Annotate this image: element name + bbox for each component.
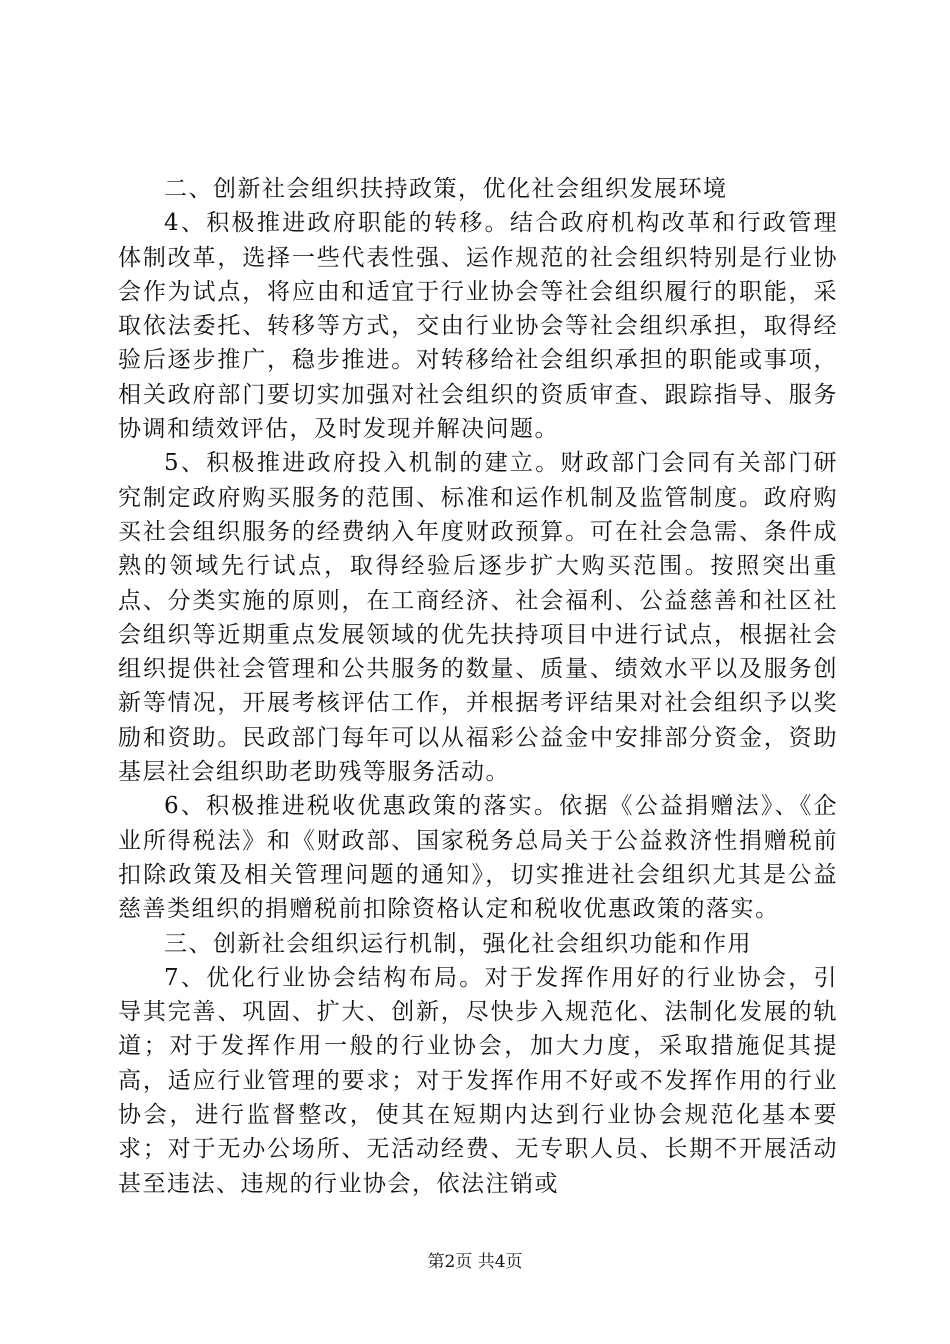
paragraph-item-4: 4、积极推进政府职能的转移。结合政府机构改革和行政管理体制改革，选择一些代表性强、运作规范的社会组织特别是行业协会作为试点，将应由和适宜于行业协会等社会组织履行的职能，采取依法委托、转移等方式，交由行业协会等社会组织承担，取得经验后逐步推广，稳步推进。对转移给社会组织承担的职能或事项，相关政府部门要切实加强对社会组织的资质审查、跟踪指导、服务协调和绩效评估，及时发现并解决问题。 [118, 210, 838, 443]
section-heading-2: 二、创新社会组织扶持政策，优化社会组织发展环境 [164, 176, 728, 202]
page-number-footer: 第2页 共4页 [427, 1252, 523, 1272]
document-body [118, 172, 838, 1201]
section-heading-3: 三、创新社会组织运行机制，强化社会组织功能和作用 [164, 930, 752, 957]
paragraph-item-6: 6、积极推进税收优惠政策的落实。依据《公益捐赠法》、《企业所得税法》和《财政部、国家税务总局关于公益救济性捐赠税前扣除政策及相关管理问题的通知》，切实推进社会组织尤其是公益慈善类组织的捐赠税前扣除资格认定和税收优惠政策的落实。 [118, 793, 838, 923]
paragraph-item-7: 7、优化行业协会结构布局。对于发挥作用好的行业协会，引导其完善、巩固、扩大、创新，尽快步入规范化、法制化发展的轨道；对于发挥作用一般的行业协会，加大力度，采取措施促其提高，适应行业管理的要求；对于发挥作用不好或不发挥作用的行业协会，进行监督整改，使其在短期内达到行业协会规范化基本要求；对于无办公场所、无活动经费、无专职人员、长期不开展活动甚至违法、违规的行业协会，依法注销或 [118, 964, 838, 1197]
paragraph-item-5: 5、积极推进政府投入机制的建立。财政部门会同有关部门研究制定政府购买服务的范围、标准和运作机制及监管制度。政府购买社会组织服务的经费纳入年度财政预算。可在社会急需、条件成熟的领域先行试点，取得经验后逐步扩大购买范围。按照突出重点、分类实施的原则，在工商经济、社会福利、公益慈善和社区社会组织等近期重点发展领域的优先扶持项目中进行试点，根据社会组织提供社会管理和公共服务的数量、质量、绩效水平以及服务创新等情况，开展考核评估工作，并根据考评结果对社会组织予以奖励和资助。民政部门每年可以从福彩公益金中安排部分资金，资助基层社会组织助老助残等服务活动。 [118, 450, 838, 786]
